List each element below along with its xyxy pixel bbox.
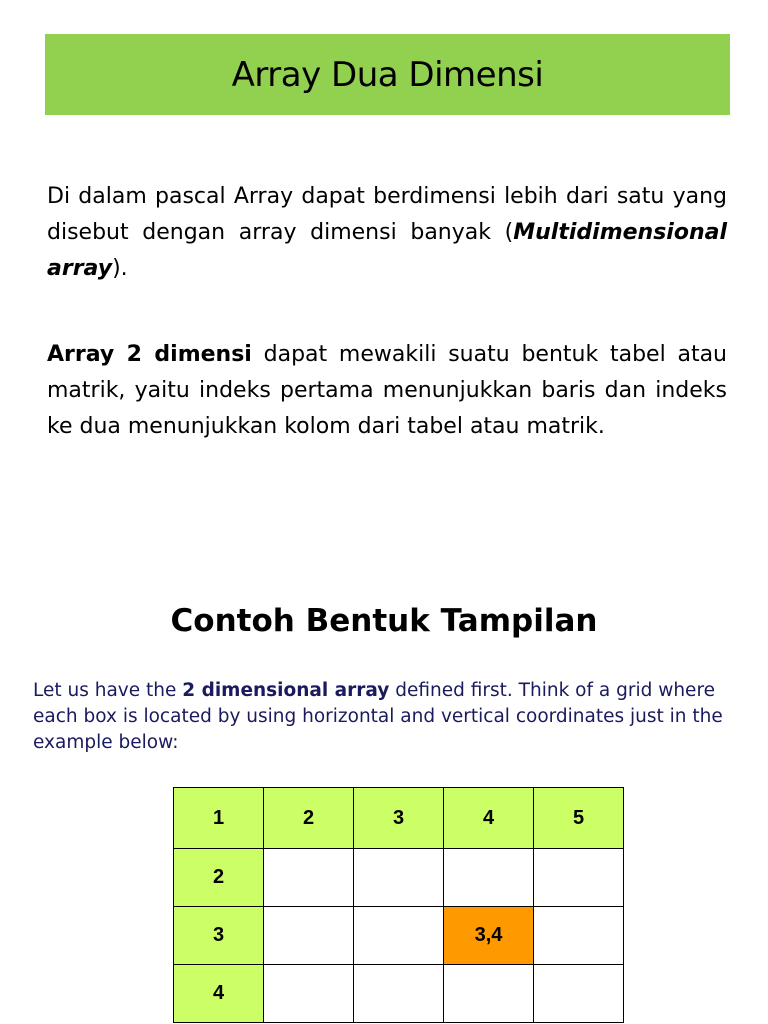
grid-row [174, 907, 624, 965]
paragraph-1-text-b: ). [112, 256, 128, 281]
grid-row [174, 788, 624, 849]
grid-row [174, 849, 624, 907]
grid-cell [444, 849, 534, 907]
section-subtitle: Contoh Bentuk Tampilan [170, 603, 598, 639]
grid-cell [264, 907, 354, 965]
grid-cell: 3 [174, 907, 264, 965]
grid-cell: 3 [354, 788, 444, 849]
page-title: Array Dua Dimensi [231, 54, 544, 95]
grid-cell [354, 907, 444, 965]
grid-cell [534, 907, 624, 965]
paragraph-2 [47, 337, 727, 445]
grid-cell [444, 965, 534, 1023]
grid-cell [354, 849, 444, 907]
array-grid [173, 787, 624, 1023]
grid-cell [534, 849, 624, 907]
intro-text-b: defined first. Think of a grid where each box is located by using horizontal and vertical coordinates just in the example below: [33, 680, 723, 753]
grid-cell: 2 [264, 788, 354, 849]
grid-cell: 5 [534, 788, 624, 849]
grid-cell [354, 965, 444, 1023]
paragraph-1 [47, 179, 727, 287]
paragraph-1-text-a: Di dalam pascal Array dapat berdimensi lebih dari satu yang disebut dengan array dimensi banyak ( [47, 184, 727, 245]
grid-cell: 4 [444, 788, 534, 849]
paragraph-2-bold: Array 2 dimensi [47, 342, 252, 367]
grid-cell: 1 [174, 788, 264, 849]
title-banner [45, 34, 730, 115]
paragraph-1-emphasis: Multidimensional array [47, 220, 727, 281]
grid-row [174, 965, 624, 1023]
grid-cell: 2 [174, 849, 264, 907]
grid-cell-highlight: 3,4 [444, 907, 534, 965]
grid-cell: 4 [174, 965, 264, 1023]
intro-text [33, 678, 733, 756]
intro-text-a: Let us have the [33, 680, 183, 701]
grid-cell [264, 965, 354, 1023]
grid-cell [534, 965, 624, 1023]
paragraph-2-text: dapat mewakili suatu bentuk tabel atau matrik, yaitu indeks pertama menunjukkan baris dan indeks ke dua menunjukkan kolom dari tabel atau matrik. [47, 342, 727, 439]
grid-cell [264, 849, 354, 907]
intro-bold: 2 dimensional array [182, 680, 390, 701]
